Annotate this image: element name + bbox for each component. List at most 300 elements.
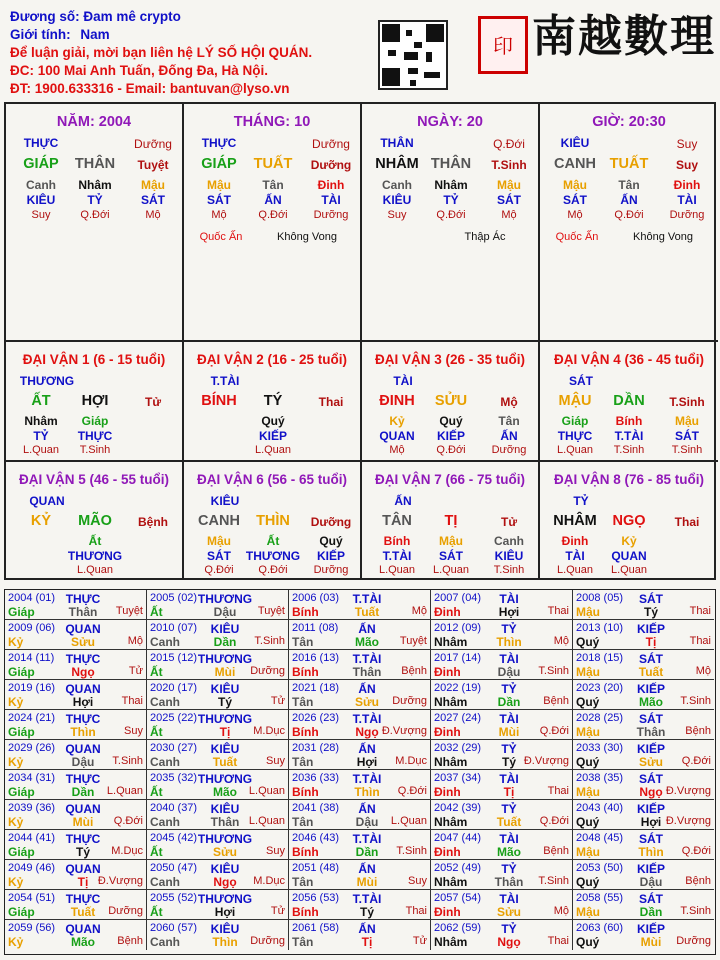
year-label: 2050 (47) (150, 862, 198, 874)
luck-hidden-stem: Nhâm (24, 414, 58, 428)
year-cell[interactable] (147, 740, 289, 770)
year-cell[interactable] (431, 800, 573, 830)
luck-pillar-6[interactable] (184, 462, 362, 580)
pillar-god: THÂN (380, 136, 414, 150)
year-label: 2020 (17) (150, 682, 198, 694)
year-cell[interactable] (147, 590, 289, 620)
year-branch: Dậu (639, 875, 663, 889)
year-god: TỶ (501, 802, 517, 816)
luck-title: ĐẠI VẬN 3 (26 - 35 tuổi) (374, 352, 526, 367)
luck-stem: ẤT (31, 393, 51, 409)
year-stem: Tân (292, 815, 314, 829)
luck-state: Thai (318, 395, 344, 409)
year-cell[interactable] (573, 620, 714, 650)
year-cell[interactable] (5, 620, 147, 650)
year-cell[interactable] (573, 710, 714, 740)
year-state: M.Dục (253, 875, 285, 887)
year-god: QUAN (65, 682, 101, 696)
gender-line (10, 26, 312, 44)
pillar-stem: CANH (554, 156, 596, 172)
year-god: KIẾP (636, 682, 665, 696)
luck-branch: HỢI (81, 393, 109, 409)
pillar-branch: TUẤT (609, 156, 649, 172)
year-branch: Dần (213, 635, 237, 649)
year-cell[interactable] (5, 770, 147, 800)
luck-pillar-2[interactable] (184, 342, 362, 462)
year-label: 2014 (11) (8, 652, 55, 664)
year-cell[interactable] (431, 620, 573, 650)
luck-pillar-3[interactable] (362, 342, 540, 462)
year-label: 2031 (28) (292, 742, 340, 754)
red-seal-icon (478, 16, 528, 74)
year-branch: Dậu (497, 665, 521, 679)
year-god: TỶ (501, 682, 517, 696)
year-branch: Mão (71, 935, 95, 949)
year-cell[interactable] (5, 800, 147, 830)
year-cell[interactable] (431, 770, 573, 800)
year-stem: Nhâm (434, 935, 468, 949)
year-god: THỰC (65, 592, 101, 606)
year-state: Q.Đới (397, 785, 427, 797)
year-cell[interactable] (147, 860, 289, 890)
year-state: T.Sinh (538, 875, 569, 887)
owner-line: Đương số: Đam mê crypto (10, 9, 181, 24)
year-stem: Giáp (8, 785, 35, 799)
year-branch: Mão (355, 635, 379, 649)
year-cell[interactable] (573, 920, 714, 950)
luck-hidden-state: L.Quan (556, 444, 594, 456)
year-god: THỰC (65, 712, 101, 726)
year-state: Suy (266, 845, 285, 857)
year-branch: Thìn (496, 635, 522, 649)
year-cell[interactable] (289, 800, 431, 830)
year-cell[interactable] (5, 920, 147, 950)
luck-hidden-stem: Tân (498, 414, 520, 428)
year-branch: Dần (639, 905, 663, 919)
luck-god: SÁT (569, 374, 593, 388)
shensha-right: Không Vong (277, 231, 337, 243)
year-god: TÀI (499, 832, 519, 846)
year-stem: Canh (150, 695, 180, 709)
year-cell[interactable] (289, 590, 431, 620)
year-cell[interactable] (5, 830, 147, 860)
year-state: Tử (270, 905, 285, 917)
luck-title: ĐẠI VẬN 5 (46 - 55 tuổi) (18, 472, 170, 487)
year-cell[interactable] (289, 650, 431, 680)
year-state: L.Quan (390, 815, 427, 827)
luck-hidden-stem: Bính (383, 534, 411, 548)
year-cell[interactable] (289, 620, 431, 650)
pillar-top-state: Dưỡng (312, 137, 350, 151)
luck-state: Tử (500, 515, 518, 529)
year-branch: Hợi (356, 755, 378, 769)
hidden-god: TÀI (677, 193, 697, 207)
year-branch: Sửu (212, 845, 238, 859)
year-label: 2011 (08) (292, 622, 339, 634)
year-cell[interactable] (431, 650, 573, 680)
year-stem: Kỷ (8, 815, 24, 829)
pillar-1[interactable] (184, 104, 362, 342)
year-branch: Tị (645, 635, 657, 649)
year-state: Đ.Vượng (381, 725, 427, 737)
hidden-state: Suy (387, 209, 407, 221)
year-label: 2017 (14) (434, 652, 482, 664)
year-label: 2012 (09) (434, 622, 482, 634)
pillar-0[interactable] (6, 104, 184, 342)
year-god: T.TÀI (352, 772, 382, 786)
year-cell[interactable] (431, 590, 573, 620)
chart-grid (4, 102, 716, 580)
year-branch: Hợi (498, 605, 520, 619)
year-label: 2056 (53) (292, 892, 340, 904)
year-state: Suy (408, 875, 427, 887)
hidden-god: ẤN (264, 193, 282, 207)
luck-stem: CANH (198, 513, 240, 529)
year-god: QUAN (65, 802, 101, 816)
year-stem: Canh (150, 935, 180, 949)
hidden-god: ẤN (620, 193, 638, 207)
year-god: ẤN (358, 862, 376, 876)
year-state: Tử (270, 695, 285, 707)
year-stem: Quý (576, 935, 600, 949)
year-state: Đ.Vượng (665, 785, 711, 797)
phone-email-line[interactable]: ĐT: 1900.633316 - Email: bantuvan@lyso.vn (10, 81, 290, 96)
year-state: Dưỡng (392, 695, 427, 707)
luck-hidden-state: Dưỡng (313, 564, 349, 576)
luck-hidden-stem: Mậu (675, 414, 699, 428)
year-branch: Tuất (70, 905, 96, 919)
year-cell[interactable] (5, 740, 147, 770)
year-label: 2048 (45) (576, 832, 624, 844)
year-label: 2005 (02) (150, 592, 198, 604)
luck-god: TÀI (393, 374, 413, 388)
year-label: 2004 (01) (8, 592, 56, 604)
year-cell[interactable] (147, 770, 289, 800)
luck-hidden-god: T.TÀI (614, 429, 644, 443)
year-label: 2038 (35) (576, 772, 624, 784)
year-label: 2013 (10) (576, 622, 624, 634)
year-cell[interactable] (147, 800, 289, 830)
luck-hidden-god: T.TÀI (382, 549, 412, 563)
year-label: 2061 (58) (292, 922, 340, 934)
year-cell[interactable] (573, 740, 714, 770)
hidden-stem: Mậu (141, 178, 165, 192)
year-label: 2009 (06) (8, 622, 56, 634)
year-label: 2024 (21) (8, 712, 56, 724)
year-cell[interactable] (431, 710, 573, 740)
year-cell[interactable] (573, 830, 714, 860)
luck-hidden-stem: Bính (615, 414, 643, 428)
year-branch: Mão (497, 845, 521, 859)
year-god: TÀI (499, 592, 519, 606)
year-label: 2010 (07) (150, 622, 198, 634)
qr-code-icon[interactable] (378, 20, 448, 90)
luck-hidden-god: ẤN (500, 429, 518, 443)
year-state: Tuyệt (115, 605, 143, 617)
luck-branch: MÃO (78, 513, 112, 529)
luck-state: Mộ (500, 395, 518, 409)
luck-title: ĐẠI VẬN 8 (76 - 85 tuổi) (553, 472, 705, 487)
year-branch: Dần (71, 785, 95, 799)
year-label: 2027 (24) (434, 712, 482, 724)
year-branch: Hợi (72, 695, 94, 709)
luck-hidden-god: SÁT (439, 549, 463, 563)
year-cell[interactable] (431, 890, 573, 920)
luck-hidden-stem: Giáp (81, 414, 109, 428)
year-branch: Dần (497, 695, 521, 709)
year-god: QUAN (65, 922, 101, 936)
year-label: 2035 (32) (150, 772, 198, 784)
annual-grid (4, 589, 716, 955)
year-label: 2008 (05) (576, 592, 624, 604)
year-cell[interactable] (431, 860, 573, 890)
year-stem: Ất (150, 665, 163, 679)
year-stem: Tân (292, 695, 314, 709)
pillar-title: NĂM: 2004 (56, 114, 132, 130)
year-god: KIÊU (210, 862, 240, 876)
year-branch: Thìn (70, 725, 96, 739)
year-cell[interactable] (431, 920, 573, 950)
year-stem: Ất (150, 845, 163, 859)
year-branch: Tý (75, 845, 90, 859)
year-label: 2032 (29) (434, 742, 482, 754)
year-god: KIẾP (636, 802, 665, 816)
year-branch: Tuất (638, 665, 664, 679)
hidden-god: KIÊU (26, 193, 56, 207)
year-cell[interactable] (573, 770, 714, 800)
year-branch: Mão (213, 785, 237, 799)
year-cell[interactable] (289, 920, 431, 950)
year-stem: Đinh (434, 665, 461, 679)
hidden-stem: Mậu (563, 178, 587, 192)
luck-state: Dưỡng (310, 515, 352, 529)
pillar-3[interactable] (540, 104, 718, 342)
year-cell[interactable] (5, 890, 147, 920)
year-cell[interactable] (5, 860, 147, 890)
luck-hidden-state: L.Quan (556, 564, 594, 576)
luck-branch: TÝ (263, 393, 283, 409)
luck-hidden-god: THỰC (77, 429, 113, 443)
year-cell[interactable] (147, 890, 289, 920)
year-stem: Quý (576, 695, 600, 709)
year-branch: Mùi (214, 665, 236, 679)
year-label: 2052 (49) (434, 862, 482, 874)
year-branch: Thân (636, 725, 666, 739)
year-stem: Canh (150, 875, 180, 889)
year-state: Thai (689, 635, 711, 647)
year-label: 2018 (15) (576, 652, 624, 664)
luck-stem: ĐINH (379, 393, 415, 409)
year-cell[interactable] (5, 650, 147, 680)
year-stem: Nhâm (434, 755, 468, 769)
year-god: QUAN (65, 862, 101, 876)
year-cell[interactable] (289, 680, 431, 710)
luck-pillar-5[interactable] (6, 462, 184, 580)
year-cell[interactable] (573, 680, 714, 710)
year-god: THƯƠNG (197, 772, 253, 786)
luck-pillar-1[interactable] (6, 342, 184, 462)
year-cell[interactable] (289, 830, 431, 860)
luck-hidden-stem: Giáp (561, 414, 589, 428)
year-state: Bệnh (543, 845, 569, 857)
gender-label: Giới tính: (10, 27, 71, 42)
hidden-god: SÁT (207, 193, 231, 207)
hidden-god: SÁT (563, 193, 587, 207)
hidden-state: Q.Đới (258, 209, 288, 221)
luck-hidden-god: KIẾP (316, 549, 345, 563)
luck-hidden-stem: Kỷ (621, 534, 637, 548)
hidden-god: SÁT (497, 193, 521, 207)
year-cell[interactable] (573, 590, 714, 620)
year-cell[interactable] (431, 680, 573, 710)
year-branch: Tý (501, 755, 516, 769)
year-cell[interactable] (147, 830, 289, 860)
year-state: Đ.Vượng (97, 875, 143, 887)
year-label: 2053 (50) (576, 862, 624, 874)
year-god: THỰC (65, 652, 101, 666)
hidden-state: Dưỡng (313, 209, 349, 221)
year-stem: Tân (292, 755, 314, 769)
year-god: QUAN (65, 742, 101, 756)
year-cell[interactable] (289, 860, 431, 890)
year-state: T.Sinh (538, 665, 569, 677)
pillar-2[interactable] (362, 104, 540, 342)
hidden-stem: Canh (382, 178, 412, 192)
year-stem: Quý (576, 815, 600, 829)
year-state: T.Sinh (680, 905, 711, 917)
year-stem: Canh (150, 815, 180, 829)
year-cell[interactable] (573, 650, 714, 680)
year-stem: Bính (292, 605, 319, 619)
year-stem: Giáp (8, 905, 35, 919)
year-state: Thai (405, 905, 427, 917)
year-branch: Tý (217, 695, 232, 709)
year-branch: Sửu (70, 635, 96, 649)
pillar-title: GIỜ: 20:30 (592, 114, 666, 130)
luck-god: QUAN (29, 494, 65, 508)
pillar-god: THỰC (201, 136, 237, 150)
pillar-stem: GIÁP (23, 156, 59, 172)
year-label: 2060 (57) (150, 922, 198, 934)
year-state: Q.Đới (113, 815, 143, 827)
year-stem: Đinh (434, 785, 461, 799)
year-stem: Bính (292, 785, 319, 799)
year-cell[interactable] (147, 650, 289, 680)
year-state: Suy (124, 725, 143, 737)
year-cell[interactable] (289, 740, 431, 770)
luck-hidden-state: T.Sinh (493, 564, 525, 576)
year-god: THỰC (65, 892, 101, 906)
year-cell[interactable] (147, 680, 289, 710)
year-cell[interactable] (289, 890, 431, 920)
luck-hidden-state: Dưỡng (491, 444, 527, 456)
luck-title: ĐẠI VẬN 4 (36 - 45 tuổi) (553, 352, 705, 367)
hidden-god: TỶ (87, 193, 103, 207)
year-cell[interactable] (431, 740, 573, 770)
year-cell[interactable] (147, 710, 289, 740)
year-branch: Ngọ (213, 875, 237, 889)
year-stem: Đinh (434, 905, 461, 919)
address-line: ĐC: 100 Mai Anh Tuấn, Đống Đa, Hà Nội. (10, 63, 269, 78)
year-cell[interactable] (5, 680, 147, 710)
year-god: TỶ (501, 622, 517, 636)
pillar-top-state: Suy (676, 137, 698, 151)
luck-hidden-stem: Quý (261, 414, 285, 428)
year-branch: Thân (494, 875, 524, 889)
year-cell[interactable] (5, 590, 147, 620)
year-stem: Bính (292, 665, 319, 679)
year-stem: Nhâm (434, 875, 468, 889)
year-branch: Ngọ (639, 785, 663, 799)
hidden-god: SÁT (141, 193, 165, 207)
year-branch: Dậu (355, 815, 379, 829)
year-stem: Ất (150, 605, 163, 619)
year-cell[interactable] (289, 710, 431, 740)
year-state: Dưỡng (250, 665, 285, 677)
year-label: 2021 (18) (292, 682, 340, 694)
year-cell[interactable] (147, 620, 289, 650)
year-stem: Mậu (576, 785, 600, 799)
year-cell[interactable] (573, 800, 714, 830)
year-label: 2041 (38) (292, 802, 340, 814)
luck-pillar-7[interactable] (362, 462, 540, 580)
luck-state: Tử (144, 395, 162, 409)
year-state: Bệnh (117, 935, 143, 947)
year-state: Đ.Vượng (665, 815, 711, 827)
luck-branch: DẦN (613, 393, 645, 409)
luck-pillar-4[interactable] (540, 342, 718, 462)
hidden-god: KIÊU (382, 193, 412, 207)
year-branch: Tị (503, 785, 515, 799)
luck-pillar-8[interactable] (540, 462, 718, 580)
year-stem: Kỷ (8, 875, 24, 889)
year-branch: Tuất (354, 605, 380, 619)
year-cell[interactable] (5, 710, 147, 740)
year-cell[interactable] (573, 860, 714, 890)
year-state: Thai (121, 695, 143, 707)
luck-hidden-god: QUAN (611, 549, 647, 563)
hidden-state: Q.Đới (80, 209, 110, 221)
year-cell[interactable] (431, 830, 573, 860)
luck-title: ĐẠI VẬN 2 (16 - 25 tuổi) (196, 352, 348, 367)
year-label: 2016 (13) (292, 652, 340, 664)
year-label: 2026 (23) (292, 712, 340, 724)
hidden-stem: Đinh (673, 178, 701, 192)
luck-branch: SỬU (434, 393, 468, 409)
year-label: 2025 (22) (150, 712, 198, 724)
year-god: TÀI (499, 712, 519, 726)
year-stem: Kỷ (8, 755, 24, 769)
year-label: 2051 (48) (292, 862, 340, 874)
hidden-stem: Canh (26, 178, 56, 192)
year-god: TÀI (499, 892, 519, 906)
hidden-state: Suy (31, 209, 51, 221)
year-god: THƯƠNG (197, 832, 253, 846)
luck-hidden-state: L.Quan (610, 564, 648, 576)
year-stem: Canh (150, 635, 180, 649)
year-label: 2007 (04) (434, 592, 482, 604)
year-label: 2049 (46) (8, 862, 56, 874)
year-cell[interactable] (147, 920, 289, 950)
year-label: 2055 (52) (150, 892, 198, 904)
year-cell[interactable] (573, 890, 714, 920)
hidden-state: Mộ (567, 209, 583, 221)
year-cell[interactable] (289, 770, 431, 800)
luck-god: ẤN (394, 494, 412, 508)
shensha-right: Không Vong (633, 231, 693, 243)
pillar-top-state: Q.Đới (493, 137, 525, 151)
year-stem: Mậu (576, 665, 600, 679)
